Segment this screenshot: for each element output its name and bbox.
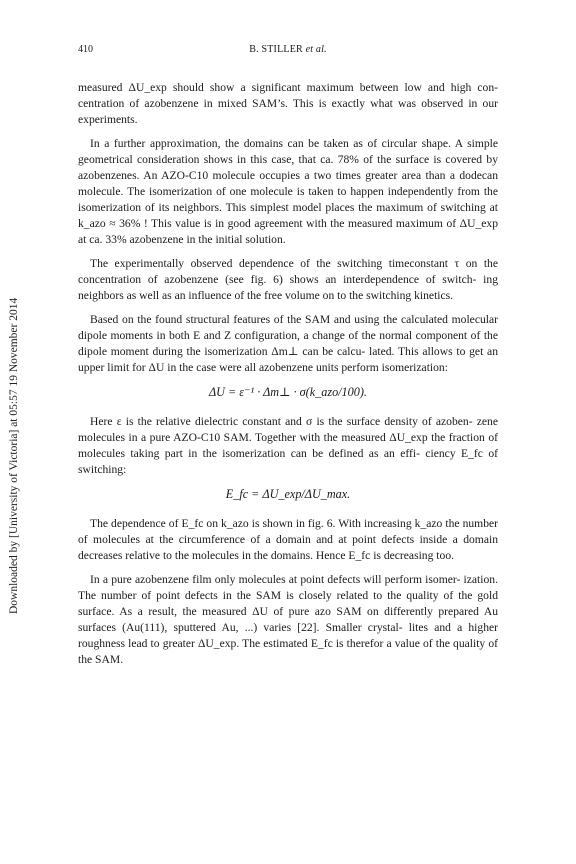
paragraph: Based on the found structural features of the SAM and using the calculated molecular dipole moments in both E and Z configuration, a change of the normal component of the dipole moment during the isomerization Δm⊥ can be calcu- lated. This allows to get an upper limit for ΔU in the case were all azobenzene units perform isomerization: (78, 313, 498, 374)
paragraph: In a further approximation, the domains can be taken as of circular shape. A simple geometrical consideration shows in this case, that ca. 78% of the surface is covered by azobenzenes. An AZO-C10 molecule occupies a two times greater area than a dodecan molecule. The isomerization of one molecule is taken to happen independently from the isomerization of its neighbors. This simplest model places the maximum of switching at k_azo ≈ 36% ! This value is in good agreement with the measured maximum of ΔU_exp at ca. 33% azobenzene in the initial solution. (78, 137, 498, 246)
equation: E_fc = ΔU_exp/ΔU_max. (225, 487, 351, 501)
download-watermark: Downloaded by [University of Victoria] at 05:57 19 November 2014 (8, 297, 20, 614)
paragraph: Here ε is the relative dielectric constant and σ is the surface density of azoben- zene molecules in a pure AZO-C10 SAM. Together with the measured ΔU_exp the fraction of molecules taking part in the isomerization can be defined as an effi- ciency E_fc of switching: (78, 415, 498, 476)
running-head: B. STILLER et al. (249, 44, 327, 55)
paragraph: The dependence of E_fc on k_azo is shown in fig. 6. With increasing k_azo the number of molecules at the circumference of a domain and at point defects inside a domain decreases relative to the molecules in the domains. Hence E_fc is decreasing too. (78, 517, 498, 562)
body-text (78, 80, 498, 676)
paragraph: measured ΔU_exp should show a significant maximum between low and high con- centration of azobenzene in mixed SAM’s. This is exactly what was observed in our experiments. (78, 81, 498, 126)
equation: ΔU = ε⁻¹ · Δm⊥ · σ(k_azo/100). (209, 385, 367, 399)
page-number: 410 (78, 44, 93, 55)
paragraph: The experimentally observed dependence of the switching timeconstant τ on the concentration of azobenzene (see fig. 6) shows an interdependence of switch- ing neighbors as well as an influence of the free volume on to the switching kinetics. (78, 257, 498, 302)
paragraph: In a pure azobenzene film only molecules at point defects will perform isomer- ization. The number of point defects in the SAM is closely related to the quality of the gold surface. As a result, the measured ΔU of pure azo SAM on differently prepared Au surfaces (Au(111), sputtered Au, ...) varies [22]. Smaller crystal- lites and a higher roughness lead to greater ΔU_exp. The estimated E_fc is therefor a value of the quality of the SAM. (78, 573, 498, 666)
